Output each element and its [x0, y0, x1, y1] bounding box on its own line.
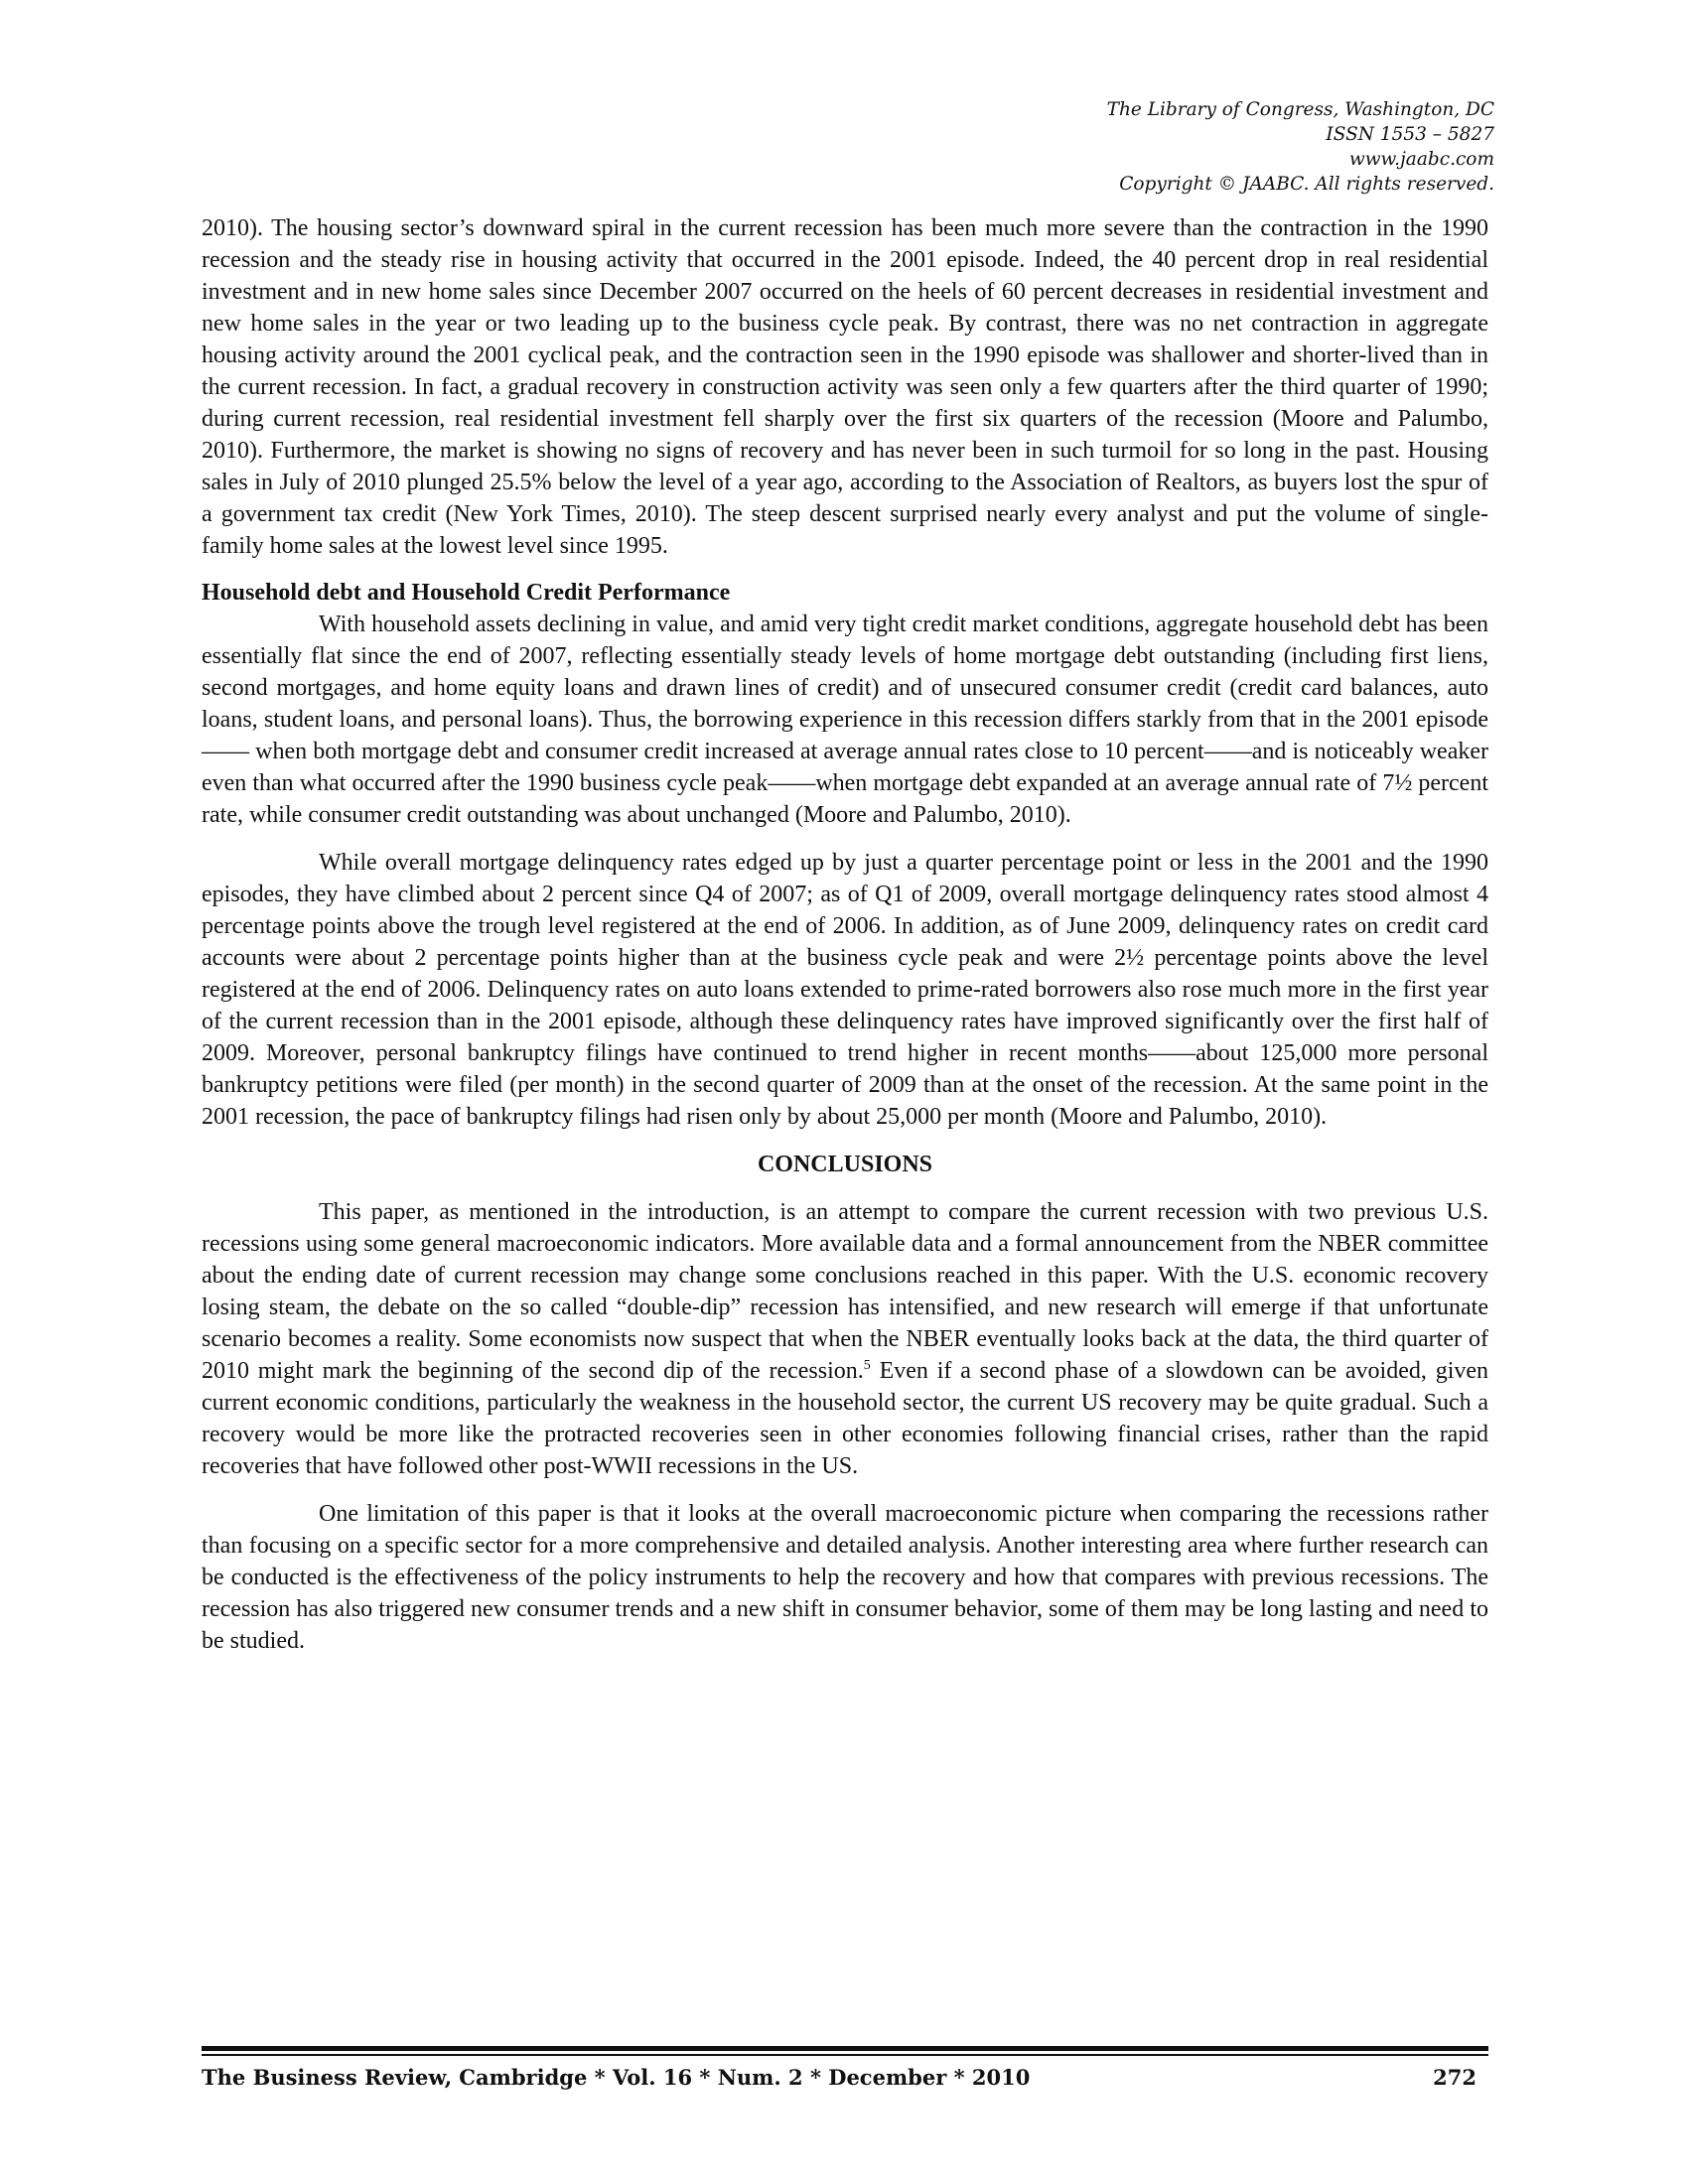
header-issn: ISSN 1553 – 5827 — [1326, 124, 1494, 145]
body-text — [202, 212, 1488, 1657]
paragraph-limitations: One limitation of this paper is that it looks at the overall macroeconomic picture when comparing the recessions rather than focusing on a specific sector for a more comprehensive and detailed analysis. Another interesting area where further research can be conducted is the effectiveness of the policy instruments to help the recovery and how that compares with previous recessions. The recession has also triggered new consumer trends and a new shift in consumer behavior, some of them may be long lasting and need to be studied. — [202, 1501, 1488, 1654]
paragraph-conclusions-part1: This paper, as mentioned in the introduction, is an attempt to compare the current recession with two previous U.S. recessions using some general macroeconomic indicators. More available data and a formal announcement from the NBER committee about the ending date of current recession may change some conclusions reached in this paper. With the U.S. economic recovery losing steam, the debate on the so called “double-dip” recession has intensified, and new research will emerge if that unfortunate scenario becomes a reality. Some economists now suspect that when the NBER eventually looks back at the data, the third quarter of 2010 might mark the beginning of the second dip of the recession. — [202, 1199, 1488, 1384]
paragraph-household-debt: With household assets declining in value, and amid very tight credit market conditions, aggregate household debt has been essentially flat since the end of 2007, reflecting essentially steady levels of home mortgage debt outstanding (including first liens, second mortgages, and home equity loans and drawn lines of credit) and of unsecured consumer credit (credit card balances, auto loans, student loans, and personal loans). Thus, the borrowing experience in this recession differs starkly from that in the 2001 episode—— when both mortgage debt and consumer credit increased at average annual rates close to 10 percent——and is noticeably weaker even than what occurred after the 1990 business cycle peak——when mortgage debt expanded at an average annual rate of 7½ percent rate, while consumer credit outstanding was about unchanged (Moore and Palumbo, 2010). — [202, 612, 1488, 828]
footer-journal: The Business Review, Cambridge * Vol. 16 * Num. 2 * December * 2010 — [202, 2065, 1031, 2090]
section-heading-conclusions: CONCLUSIONS — [757, 1152, 933, 1177]
page-number: 272 — [1433, 2065, 1477, 2090]
running-header — [1107, 97, 1494, 197]
section-heading-household-debt: Household debt and Household Credit Performance — [202, 580, 731, 606]
footer-rule-thin — [202, 2054, 1488, 2056]
paragraph-conclusions — [202, 1196, 1488, 1482]
footer-rule-thick — [202, 2046, 1488, 2051]
header-publisher: The Library of Congress, Washington, DC — [1106, 99, 1494, 120]
paragraph-conclusions-part2: Even if a second phase of a slowdown can be avoided, given current economic conditions, particularly the weakness in the household sector, the current US recovery may be quite gradual. Such a recovery would be more like the protracted recoveries seen in other economies following financial crises, rather than the rapid recoveries that have followed other post-WWII recessions in the US. — [202, 1358, 1489, 1479]
header-website: www.jaabc.com — [1348, 149, 1494, 170]
paragraph-housing: 2010). The housing sector’s downward spiral in the current recession has been much more severe than the contraction in the 1990 recession and the steady rise in housing activity that occurred in the 2001 episode. Indeed, the 40 percent drop in real residential investment and in new home sales since December 2007 occurred on the heels of 60 percent decreases in residential investment and new home sales in the year or two leading up to the business cycle peak. By contrast, there was no net contraction in aggregate housing activity around the 2001 cyclical peak, and the contraction seen in the 1990 episode was shallower and shorter-lived than in the current recession. In fact, a gradual recovery in construction activity was seen only a few quarters after the third quarter of 1990; during current recession, real residential investment fell sharply over the first six quarters of the recession (Moore and Palumbo, 2010). Furthermore, the market is showing no signs of recovery and has never been in such turmoil for so long in the past. Housing sales in July of 2010 plunged 25.5% below the level of a year ago, according to the Association of Realtors, as buyers lost the spur of a government tax credit (New York Times, 2010). The steep descent surprised nearly every analyst and put the volume of single-family home sales at the lowest level since 1995. — [202, 215, 1488, 559]
footnote-marker[interactable]: 5 — [863, 1358, 871, 1373]
paragraph-delinquency: While overall mortgage delinquency rates edged up by just a quarter percentage point or less in the 2001 and the 1990 episodes, they have climbed about 2 percent since Q4 of 2007; as of Q1 of 2009, overall mortgage delinquency rates stood almost 4 percentage points above the trough level registered at the end of 2006. In addition, as of June 2009, delinquency rates on credit card accounts were about 2 percentage points higher than at the business cycle peak and were 2½ percentage points above the level registered at the end of 2006. Delinquency rates on auto loans extended to prime-rated borrowers also rose much more in the first year of the current recession than in the 2001 episode, although these delinquency rates have improved significantly over the first half of 2009. Moreover, personal bankruptcy filings have continued to trend higher in recent months——about 125,000 more personal bankruptcy petitions were filed (per month) in the second quarter of 2009 than at the onset of the recession. At the same point in the 2001 recession, the pace of bankruptcy filings had risen only by about 25,000 per month (Moore and Palumbo, 2010). — [202, 850, 1488, 1130]
running-footer — [202, 2065, 1488, 2090]
header-copyright: Copyright © JAABC. All rights reserved. — [1119, 174, 1494, 195]
